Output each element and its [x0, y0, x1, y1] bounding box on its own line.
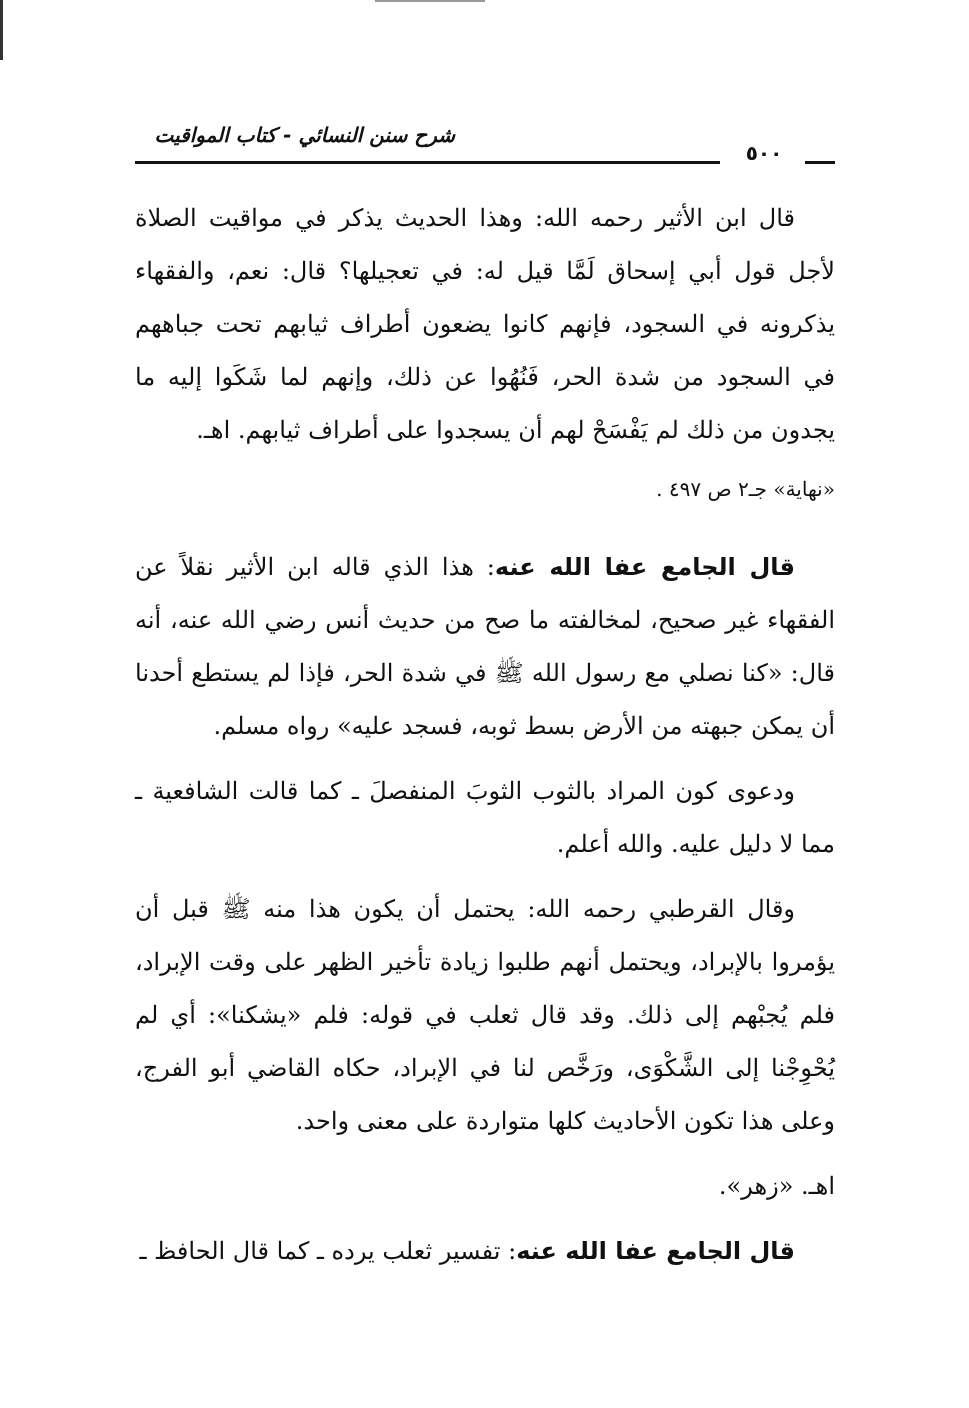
paragraph-jami-reply — [135, 541, 835, 753]
paragraph-text: : هذا الذي قاله ابن الأثير نقلاً عن الفقهاء غير صحيح، لمخالفته ما صح من حديث أنس رضي الله عنه، أنه قال: «كنا نصلي مع رسول الله ﷺ في شدة الحر، فإذا لم يستطع أحدنا أن يمكن جبهته من الأرض بسط ثوبه، فسجد عليه» رواه مسلم. — [135, 553, 835, 740]
page-header — [135, 115, 835, 175]
page-body — [135, 192, 835, 1290]
scan-edge-mark — [0, 0, 3, 60]
header-rule — [135, 161, 720, 164]
author-lead-in: قال الجامع عفا الله عنه — [494, 553, 796, 581]
running-title: شرح سنن النسائي - كتاب المواقيت — [154, 123, 455, 147]
author-lead-in: قال الجامع عفا الله عنه — [516, 1237, 795, 1265]
citation-nihaya: «نهاية» جـ٢ ص ٤٩٧ . — [656, 477, 835, 501]
citation-zahr: اهـ. «زهر». — [718, 1172, 835, 1200]
scan-top-mark — [375, 0, 485, 2]
paragraph-qurtubi: وقال القرطبي رحمه الله: يحتمل أن يكون هذا منه ﷺ قبل أن يؤمروا بالإبراد، ويحتمل أنهم طلبوا زيادة تأخير الظهر على وقت الإبراد، فلم يُجبْهم إلى ذلك. وقد قال ثعلب في قوله: فلم «يشكنا»: أي لم يُحْوِجْنا إلى الشَّكْوَى، ورَخَّص لنا في الإبراد، حكاه القاضي أبو الفرج، وعلى هذا تكون الأحاديث كلها متواردة على معنى واحد. — [135, 895, 835, 1135]
paragraph-claim: ودعوى كون المراد بالثوب الثوبَ المنفصلَ ـ كما قالت الشافعية ـ مما لا دليل عليه. والله أعلم. — [135, 777, 835, 858]
paragraph-text: : تفسير ثعلب يرده ـ كما قال الحافظ ـ — [139, 1237, 517, 1265]
paragraph-jami-tha-lab — [135, 1225, 835, 1278]
page-number: ٥٠٠ — [745, 141, 783, 165]
header-rule-short — [805, 161, 835, 164]
paragraph-ibn-al-athir: قال ابن الأثير رحمه الله: وهذا الحديث يذكر في مواقيت الصلاة لأجل قول أبي إسحاق لَمَّا قيل له: في تعجيلها؟ قال: نعم، والفقهاء يذكرونه في السجود، فإنهم كانوا يضعون أطراف ثيابهم تحت جباههم في السجود من شدة الحر، فَنُهُوا عن ذلك، وإنهم لما شَكَوا إليه ما يجدون من ذلك لم يَفْسَحْ لهم أن يسجدوا على أطراف ثيابهم. اهـ. — [135, 204, 835, 444]
